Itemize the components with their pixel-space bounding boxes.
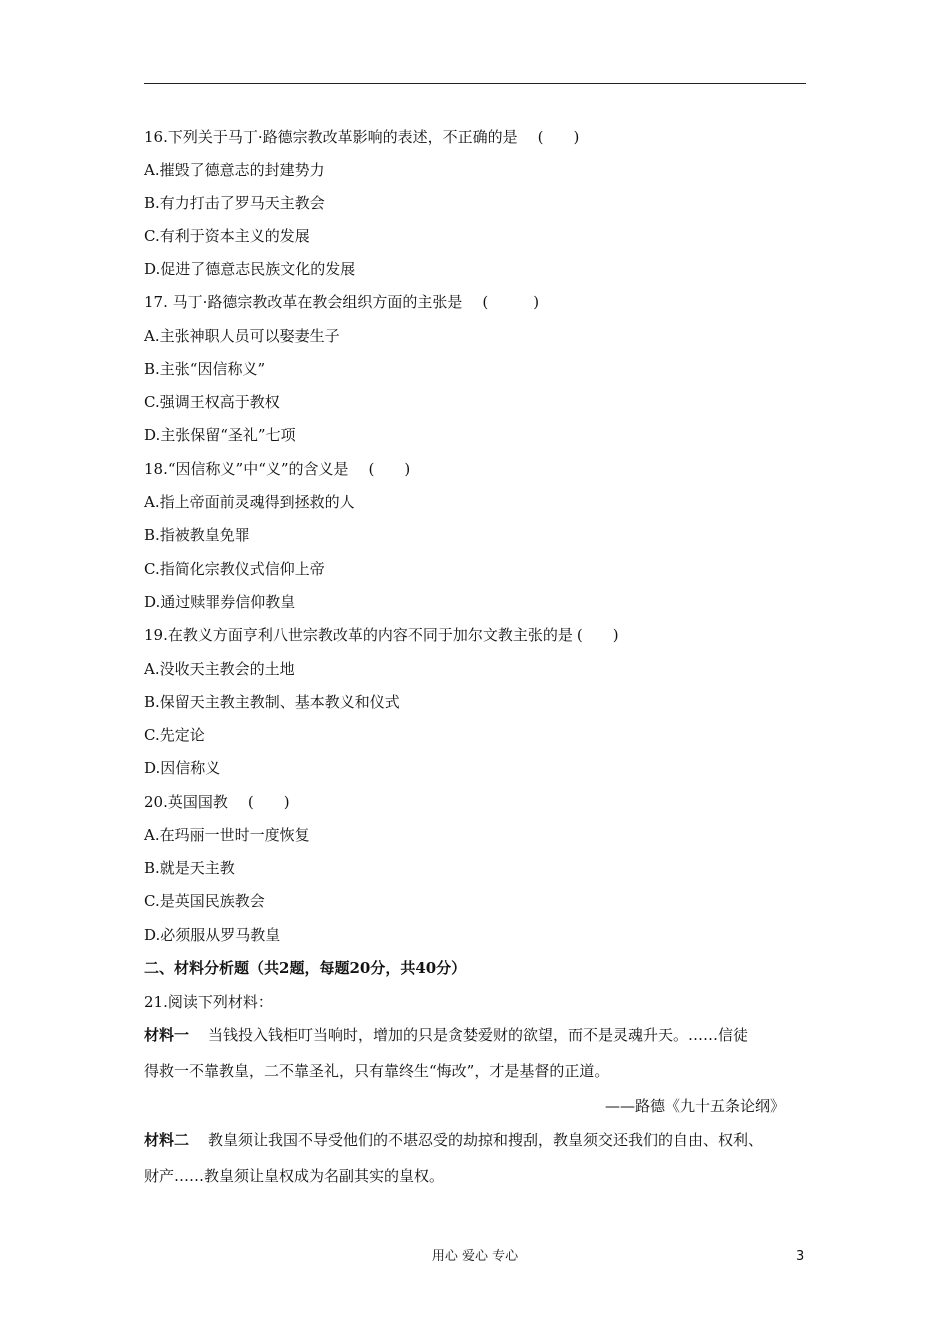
footer-slogan: 用心 爱心 专心 xyxy=(431,1249,519,1264)
question-20-option-d: D.必须服从罗马教皇 xyxy=(144,926,281,944)
material-one-line-2: 得救一不靠教皇，二不靠圣礼，只有靠终生“悔改”，才是基督的正道。 xyxy=(144,1062,610,1080)
question-18-option-d: D.通过赎罪券信仰教皇 xyxy=(144,593,296,611)
question-stem-text: 16.下列关于马丁·路德宗教改革影响的表述，不正确的是 xyxy=(144,128,518,146)
question-stem-text: 18.“因信称义”中“义”的含义是 xyxy=(144,460,349,478)
question-18-option-a: A.指上帝面前灵魂得到拯救的人 xyxy=(144,493,355,511)
material-one-attribution: ——路德《九十五条论纲》 xyxy=(605,1097,786,1115)
question-16-option-d: D.促进了德意志民族文化的发展 xyxy=(144,260,356,278)
question-20-option-a: A.在玛丽一世时一度恢复 xyxy=(144,826,310,844)
page-number: 3 xyxy=(796,1249,805,1264)
question-19-option-a: A.没收天主教会的土地 xyxy=(144,660,295,678)
question-16-option-a: A.摧毁了德意志的封建势力 xyxy=(144,161,325,179)
question-17-option-d: D.主张保留“圣礼”七项 xyxy=(144,426,296,444)
material-one-label: 材料一 xyxy=(144,1026,190,1044)
question-17-stem xyxy=(144,292,539,312)
header-rule xyxy=(144,83,806,84)
question-16-option-b: B.有力打击了罗马天主教会 xyxy=(144,194,325,212)
material-two-line-1 xyxy=(144,1130,763,1150)
answer-paren: ( ) xyxy=(537,128,580,146)
answer-paren: ( ) xyxy=(247,793,290,811)
section-heading: 二、材料分析题（共2题，每题20分，共40分） xyxy=(144,959,467,977)
question-21-title: 21.阅读下列材料： xyxy=(144,993,273,1011)
question-18-option-c: C.指简化宗教仪式信仰上帝 xyxy=(144,560,325,578)
question-stem-text: 17. 马丁·路德宗教改革在教会组织方面的主张是 xyxy=(144,293,463,311)
question-16-option-c: C.有利于资本主义的发展 xyxy=(144,227,310,245)
question-16-stem xyxy=(144,127,579,147)
material-two-label: 材料二 xyxy=(144,1131,190,1149)
question-20-option-b: B.就是天主教 xyxy=(144,859,235,877)
question-17-option-a: A.主张神职人员可以娶妻生子 xyxy=(144,327,340,345)
question-17-option-b: B.主张“因信称义” xyxy=(144,360,266,378)
question-stem-text: 19.在教义方面亨利八世宗教改革的内容不同于加尔文教主张的是 xyxy=(144,626,573,644)
question-19-stem xyxy=(144,625,619,645)
question-20-option-c: C.是英国民族教会 xyxy=(144,892,265,910)
answer-paren: ( ) xyxy=(368,460,411,478)
question-19-option-b: B.保留天主教主教制、基本教义和仪式 xyxy=(144,693,400,711)
question-19-option-c: C.先定论 xyxy=(144,726,205,744)
question-18-stem xyxy=(144,459,410,479)
answer-paren: ( ) xyxy=(482,293,540,311)
question-19-option-d: D.因信称义 xyxy=(144,759,221,777)
material-one-text: 当钱投入钱柜叮当响时，增加的只是贪婪爱财的欲望，而不是灵魂升天。……信徒 xyxy=(208,1026,749,1044)
material-two-text: 教皇须让我国不导受他们的不堪忍受的劫掠和搜刮，教皇须交还我们的自由、权利、 xyxy=(208,1131,764,1149)
question-20-stem xyxy=(144,792,290,812)
answer-paren: ( ) xyxy=(576,626,619,644)
material-one-line-1 xyxy=(144,1025,748,1045)
question-17-option-c: C.强调王权高于教权 xyxy=(144,393,280,411)
material-two-line-2: 财产……教皇须让皇权成为名副其实的皇权。 xyxy=(144,1167,445,1185)
question-stem-text: 20.英国国教 xyxy=(144,793,228,811)
question-18-option-b: B.指被教皇免罪 xyxy=(144,526,250,544)
